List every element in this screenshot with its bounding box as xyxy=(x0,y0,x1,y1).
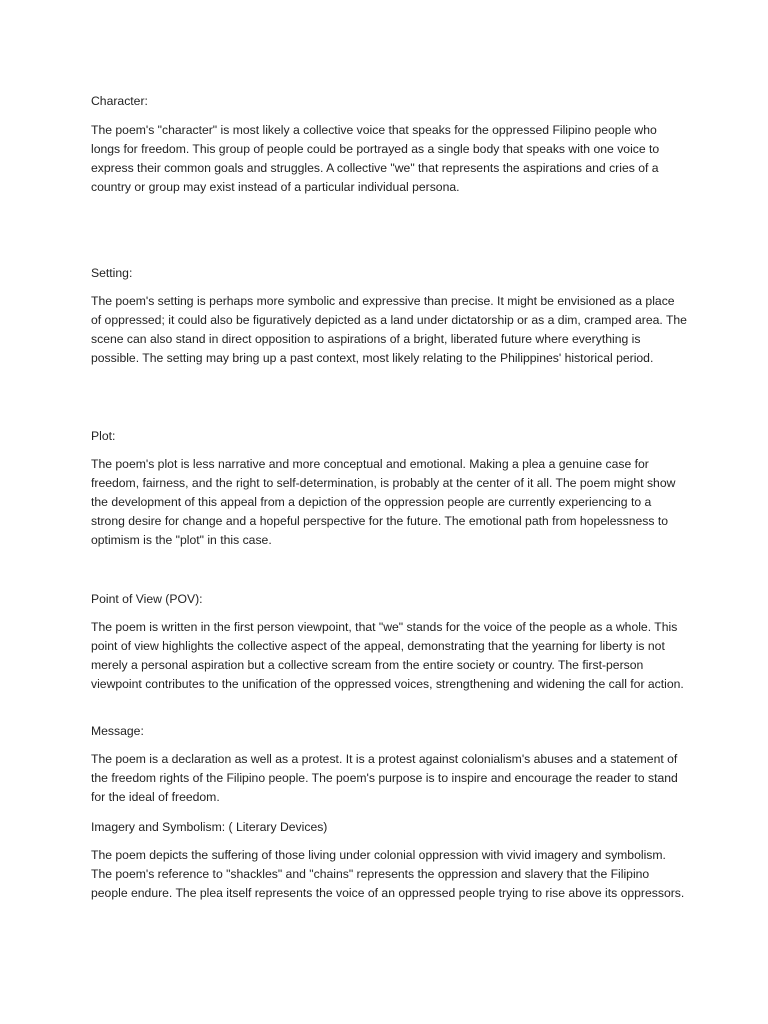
section-body-imagery-symbolism: The poem depicts the suffering of those living under colonial oppression with vivid imagery and symbolism. The poem's reference to "shackles" and "chains" represents the oppression and slavery that the Filipino people endure. The plea itself represents the voice of an oppressed people trying to rise above its oppressors. xyxy=(91,848,685,900)
section-body-message: The poem is a declaration as well as a protest. It is a protest against colonialism's abuses and a statement of the freedom rights of the Filipino people. The poem's purpose is to inspire and encourage the reader to stand for the ideal of freedom. xyxy=(91,752,678,804)
section-body-character: The poem's "character" is most likely a collective voice that speaks for the oppressed Filipino people who longs for freedom. This group of people could be portrayed as a single body that speaks with one voice to express their common goals and struggles. A collective "we" that represents the aspirations and cries of a country or group may exist instead of a particular individual persona. xyxy=(91,123,660,194)
section-body-point-of-view: The poem is written in the first person viewpoint, that "we" stands for the voice of the people as a whole. This point of view highlights the collective aspect of the appeal, demonstrating that the yearning for liberty is not merely a personal aspiration but a collective scream from the entire society or country. The first-person viewpoint contributes to the unification of the oppressed voices, strengthening and widening the call for action. xyxy=(91,620,684,691)
section-heading-setting: Setting: xyxy=(91,266,133,280)
document-page xyxy=(91,0,687,1024)
section-heading-message: Message: xyxy=(91,724,144,738)
section-heading-point-of-view: Point of View (POV): xyxy=(91,592,203,606)
section-heading-character: Character: xyxy=(91,94,148,108)
section-body-plot: The poem's plot is less narrative and more conceptual and emotional. Making a plea a genuine case for freedom, fairness, and the right to self-determination, is probably at the center of it all. The poem might show the development of this appeal from a depiction of the oppression people are currently experiencing to a strong desire for change and a hopeful perspective for the future. The emotional path from hopelessness to optimism is the "plot" in this case. xyxy=(91,457,676,547)
section-body-setting: The poem's setting is perhaps more symbolic and expressive than precise. It might be envisioned as a place of oppressed; it could also be figuratively depicted as a land under dictatorship or as a dim, cramped area. The scene can also stand in direct opposition to aspirations of a bright, liberated future where everything is possible. The setting may bring up a past context, most likely relating to the Philippines' historical period. xyxy=(91,294,687,365)
section-heading-imagery-symbolism: Imagery and Symbolism: ( Literary Devices) xyxy=(91,820,328,834)
section-heading-plot: Plot: xyxy=(91,429,116,443)
